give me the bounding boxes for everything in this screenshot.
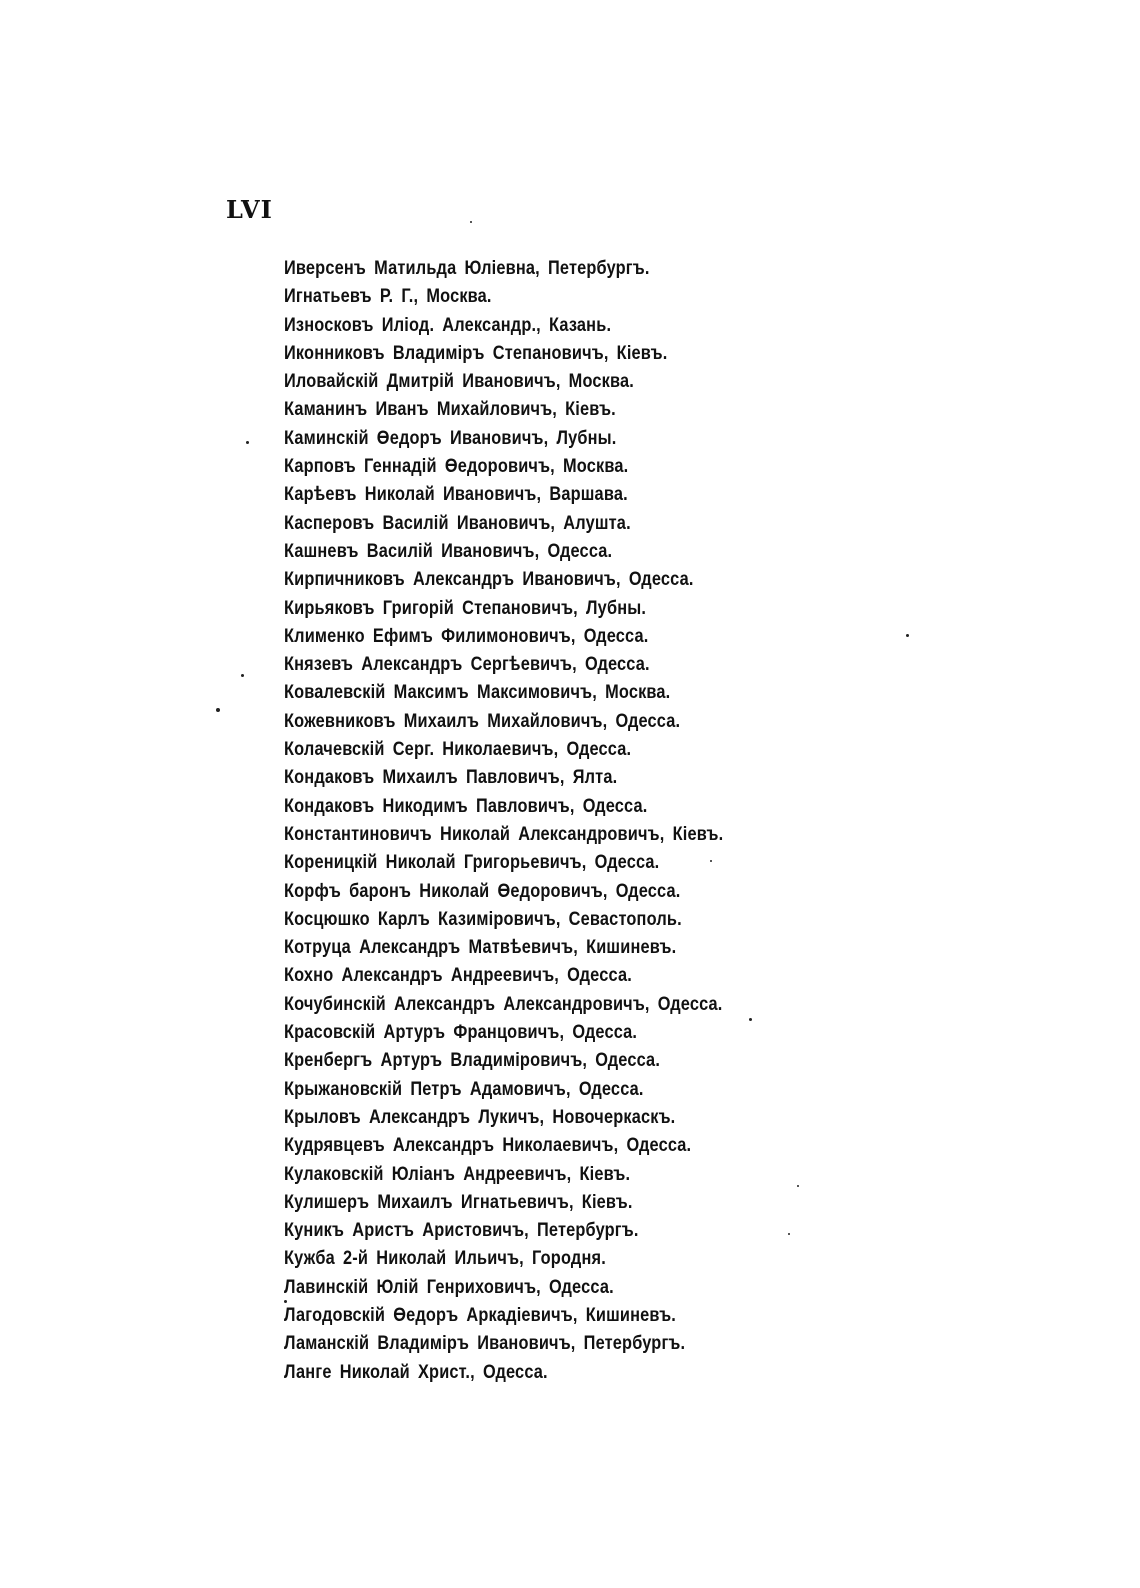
list-item: Кондаковъ Никодимъ Павловичъ, Одесса. bbox=[284, 795, 648, 817]
list-item: Кирьяковъ Григорій Степановичъ, Лубны. bbox=[284, 597, 647, 619]
scan-speck bbox=[797, 1185, 799, 1187]
list-item: Кужба 2-й Николай Ильичъ, Городня. bbox=[284, 1248, 606, 1270]
scan-speck bbox=[241, 674, 244, 677]
scan-speck bbox=[906, 634, 909, 637]
list-item: Каманинъ Иванъ Михайловичъ, Кіевъ. bbox=[284, 399, 616, 421]
list-item: Кулаковскій Юліанъ Андреевичъ, Кіевъ. bbox=[284, 1163, 631, 1185]
list-item: Красовскій Артуръ Францовичъ, Одесса. bbox=[284, 1022, 638, 1044]
list-item: Кореницкій Николай Григорьевичъ, Одесса. bbox=[284, 852, 660, 874]
list-item: Кренбергъ Артуръ Владиміровичъ, Одесса. bbox=[284, 1050, 661, 1072]
list-item: Ковалевскій Максимъ Максимовичъ, Москва. bbox=[284, 682, 671, 704]
list-item: Карѣевъ Николай Ивановичъ, Варшава. bbox=[284, 484, 628, 506]
list-item: Игнатьевъ Р. Г., Москва. bbox=[284, 286, 492, 308]
list-item: Кулишеръ Михаилъ Игнатьевичъ, Кіевъ. bbox=[284, 1191, 633, 1213]
scan-speck bbox=[749, 1018, 752, 1021]
list-item: Константиновичъ Николай Александровичъ, Кіевъ. bbox=[284, 823, 724, 845]
list-item: Кашневъ Василій Ивановичъ, Одесса. bbox=[284, 540, 613, 562]
list-item: Крыловъ Александръ Лукичъ, Новочеркаскъ. bbox=[284, 1106, 676, 1128]
list-item: Касперовъ Василій Ивановичъ, Алушта. bbox=[284, 512, 631, 534]
list-item: Косцюшко Карлъ Казиміровичъ, Севастополь. bbox=[284, 908, 682, 930]
list-item: Колачевскій Серг. Николаевичъ, Одесса. bbox=[284, 739, 632, 761]
list-item: Карповъ Геннадій Өедоровичъ, Москва. bbox=[284, 456, 629, 478]
list-item: Куникъ Аристъ Аристовичъ, Петербургъ. bbox=[284, 1220, 639, 1242]
list-item: Кожевниковъ Михаилъ Михайловичъ, Одесса. bbox=[284, 710, 681, 732]
list-item: Лагодовскій Өедоръ Аркадіевичъ, Кишиневъ. bbox=[284, 1304, 676, 1326]
list-item: Ламанскій Владиміръ Ивановичъ, Петербургъ. bbox=[284, 1333, 686, 1355]
list-item: Иконниковъ Владиміръ Степановичъ, Кіевъ. bbox=[284, 342, 668, 364]
list-item: Клименко Ефимъ Филимоновичъ, Одесса. bbox=[284, 625, 649, 647]
scan-speck bbox=[216, 708, 220, 712]
list-item: Кудрявцевъ Александръ Николаевичъ, Одесса. bbox=[284, 1135, 692, 1157]
scan-speck bbox=[470, 221, 472, 223]
list-item: Лавинскій Юлій Генриховичъ, Одесса. bbox=[284, 1276, 614, 1298]
list-item: Кирпичниковъ Александръ Ивановичъ, Одесса. bbox=[284, 569, 694, 591]
scan-speck bbox=[284, 1300, 287, 1303]
list-item: Иверсенъ Матильда Юліевна, Петербургъ. bbox=[284, 258, 650, 279]
member-list bbox=[284, 255, 795, 1387]
list-item: Князевъ Александръ Сергѣевичъ, Одесса. bbox=[284, 654, 650, 676]
scan-speck bbox=[710, 860, 712, 862]
list-item: Ланге Николай Христ., Одесса. bbox=[284, 1361, 548, 1383]
list-item: Кохно Александръ Андреевичъ, Одесса. bbox=[284, 965, 632, 987]
list-item: Кондаковъ Михаилъ Павловичъ, Ялта. bbox=[284, 767, 618, 789]
list-item: Каминскій Өедоръ Ивановичъ, Лубны. bbox=[284, 427, 617, 449]
list-item: Корфъ баронъ Николай Өедоровичъ, Одесса. bbox=[284, 880, 681, 902]
list-item: Крыжановскій Петръ Адамовичъ, Одесса. bbox=[284, 1078, 644, 1100]
page-number: LVI bbox=[226, 195, 273, 224]
list-item: Износковъ Иліод. Александр., Казань. bbox=[284, 314, 612, 336]
scan-speck bbox=[246, 441, 249, 444]
list-item: Кочубинскій Александръ Александровичъ, Одесса. bbox=[284, 993, 723, 1015]
list-item: Иловайскій Дмитрій Ивановичъ, Москва. bbox=[284, 371, 634, 393]
list-item: Котруца Александръ Матвѣевичъ, Кишиневъ. bbox=[284, 937, 677, 959]
scan-speck bbox=[788, 1233, 790, 1235]
